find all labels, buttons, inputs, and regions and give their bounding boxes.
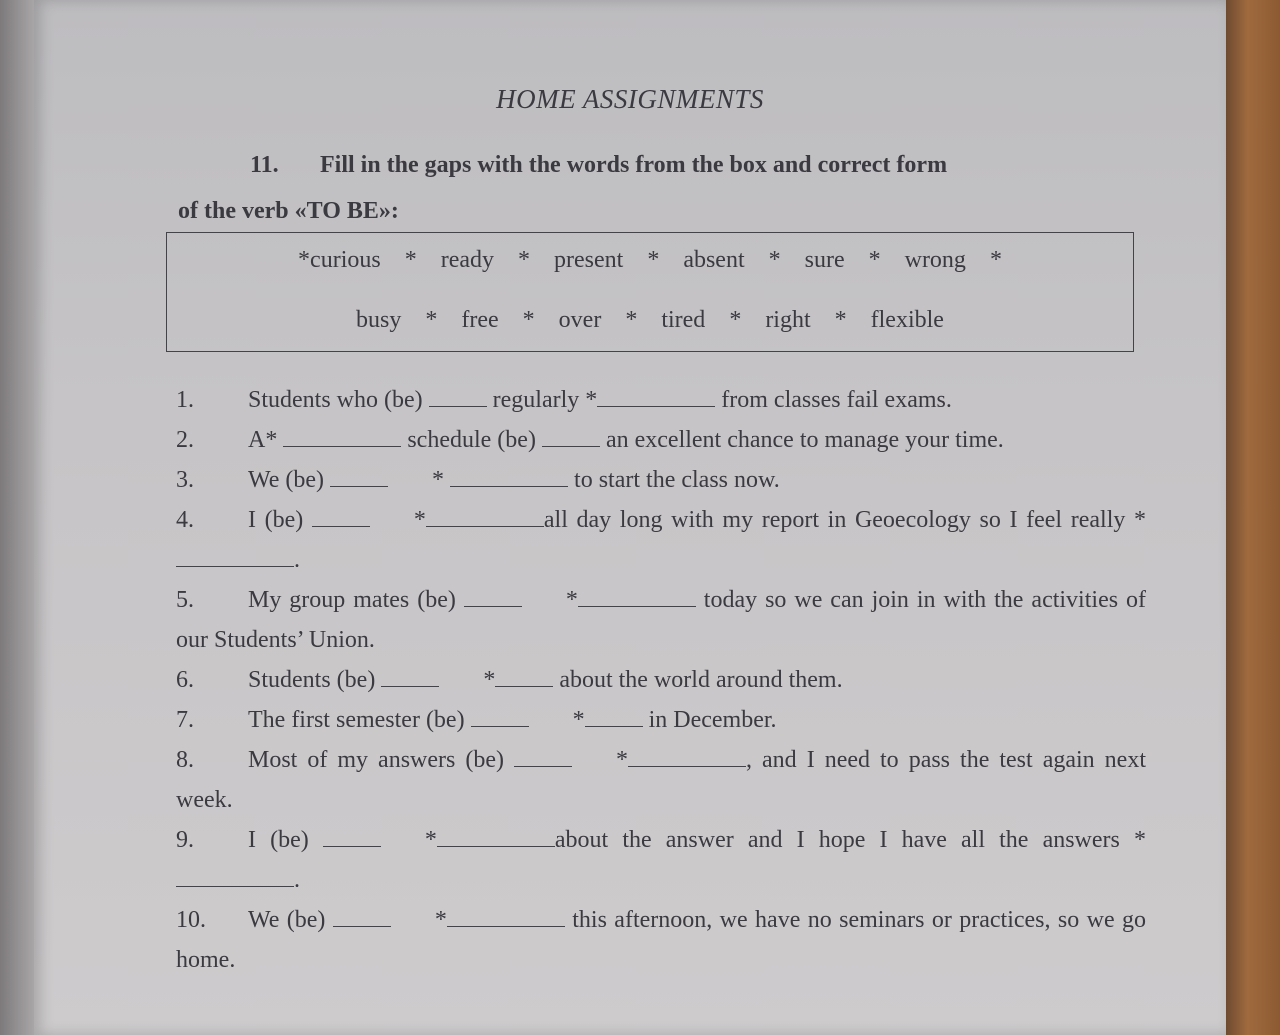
sentence-number: 9. (176, 827, 194, 853)
book-page (34, 0, 1226, 1035)
answer-gap[interactable] (464, 584, 522, 607)
separator: * (404, 247, 417, 273)
answer-gap[interactable] (628, 744, 746, 767)
sentence-part: We (be) (248, 467, 325, 493)
sentence-9 (176, 820, 1146, 900)
task-line-1: Fill in the gaps with the words from the box and correct form (320, 152, 948, 178)
task-number: 11. (250, 152, 279, 178)
answer-gap[interactable] (426, 504, 544, 527)
answer-gap[interactable] (330, 464, 388, 487)
sentence-part: I (be) (248, 827, 309, 853)
separator: * (768, 247, 781, 273)
sentence-number: 6. (176, 667, 194, 693)
sentence-number: 7. (176, 707, 194, 733)
answer-gap[interactable] (585, 704, 643, 727)
sentence-4 (176, 500, 1146, 580)
sentence-part: regularly * (492, 387, 598, 413)
sentence-1 (176, 380, 1146, 420)
sentence-part: * (483, 667, 496, 693)
sentence-number: 3. (176, 467, 194, 493)
sentence-list (176, 380, 1146, 980)
sentence-7 (176, 700, 1146, 740)
task-line-2: of the verb «TO BE»: (178, 198, 399, 224)
word-item: *curious (298, 247, 381, 273)
answer-gap[interactable] (471, 704, 529, 727)
sentence-part: I (be) (248, 507, 304, 533)
sentence-part: Most of my answers (be) (248, 747, 504, 773)
answer-gap[interactable] (381, 664, 439, 687)
separator: * (729, 307, 742, 333)
answer-gap[interactable] (450, 464, 568, 487)
sentence-part: Students who (be) (248, 387, 423, 413)
sentence-part: . (294, 547, 300, 573)
answer-gap[interactable] (578, 584, 696, 607)
sentence-6 (176, 660, 1146, 700)
sentence-part: about the answer and I hope I have all the answers * (554, 827, 1146, 853)
separator: * (425, 307, 438, 333)
word-item: absent (683, 247, 745, 273)
sentence-8 (176, 740, 1146, 820)
answer-gap[interactable] (447, 904, 565, 927)
sentence-part: * (432, 467, 445, 493)
sentence-3 (176, 460, 1146, 500)
sentence-part: all day long with my report in Geoecology so I feel really * (543, 507, 1146, 533)
sentence-number: 1. (176, 387, 194, 413)
sentence-part: * (616, 747, 629, 773)
word-item: tired (661, 307, 706, 333)
word-item: sure (804, 247, 845, 273)
word-item: busy (356, 307, 402, 333)
word-item: right (765, 307, 811, 333)
separator: * (834, 307, 847, 333)
sentence-number: 2. (176, 427, 194, 453)
answer-gap[interactable] (176, 544, 294, 567)
sentence-part: . (294, 867, 300, 893)
sentence-5 (176, 580, 1146, 660)
answer-gap[interactable] (437, 824, 555, 847)
sentence-part: * (565, 587, 578, 613)
sentence-part: an excellent chance to manage your time. (605, 427, 1004, 453)
sentence-part: A* (248, 427, 278, 453)
separator: * (625, 307, 638, 333)
sentence-part: The first semester (be) (248, 707, 465, 733)
sentence-part: today so we can join in with the activities of our Students’ Union. (176, 587, 1147, 653)
separator: * (989, 247, 1002, 273)
separator: * (522, 307, 535, 333)
sentence-part: in December. (648, 707, 777, 733)
answer-gap[interactable] (495, 664, 553, 687)
answer-gap[interactable] (312, 504, 370, 527)
page-title: HOME ASSIGNMENTS (496, 84, 764, 114)
answer-gap[interactable] (323, 824, 381, 847)
word-item: flexible (870, 307, 944, 333)
sentence-part: * (572, 707, 585, 733)
sentence-number: 5. (176, 587, 194, 613)
sentence-part: * (413, 507, 426, 533)
answer-gap[interactable] (176, 864, 294, 887)
word-item: over (558, 307, 602, 333)
sentence-part: Students (be) (248, 667, 376, 693)
word-box (166, 232, 1134, 352)
sentence-part: about the world around them. (559, 667, 843, 693)
desk-right-edge (1226, 0, 1280, 1035)
sentence-part: * (424, 827, 437, 853)
answer-gap[interactable] (542, 424, 600, 447)
sentence-part: this afternoon, we have no seminars or practices, so we go home. (176, 907, 1147, 973)
answer-gap[interactable] (429, 384, 487, 407)
word-item: ready (440, 247, 494, 273)
sentence-10 (176, 900, 1146, 980)
word-box-row-1 (167, 247, 1133, 274)
sentence-part: My group mates (be) (248, 587, 456, 613)
sentence-number: 10. (176, 907, 206, 933)
separator: * (518, 247, 530, 273)
answer-gap[interactable] (283, 424, 401, 447)
sentence-number: 8. (176, 747, 194, 773)
word-box-row-2 (167, 307, 1133, 334)
word-item: present (554, 247, 624, 273)
separator: * (647, 247, 660, 273)
word-item: wrong (904, 247, 966, 273)
task-instruction (178, 142, 1128, 234)
sentence-2 (176, 420, 1146, 460)
answer-gap[interactable] (597, 384, 715, 407)
word-item: free (461, 307, 499, 333)
sentence-part: , and I need to pass the test again next week. (176, 747, 1147, 813)
sentence-part: to start the class now. (574, 467, 780, 493)
sentence-part: We (be) (248, 907, 326, 933)
sentence-part: * (434, 907, 447, 933)
sentence-part: from classes fail exams. (721, 387, 952, 413)
answer-gap[interactable] (333, 904, 391, 927)
separator: * (868, 247, 881, 273)
sentence-part: schedule (be) (407, 427, 536, 453)
sentence-number: 4. (176, 507, 194, 533)
answer-gap[interactable] (514, 744, 572, 767)
